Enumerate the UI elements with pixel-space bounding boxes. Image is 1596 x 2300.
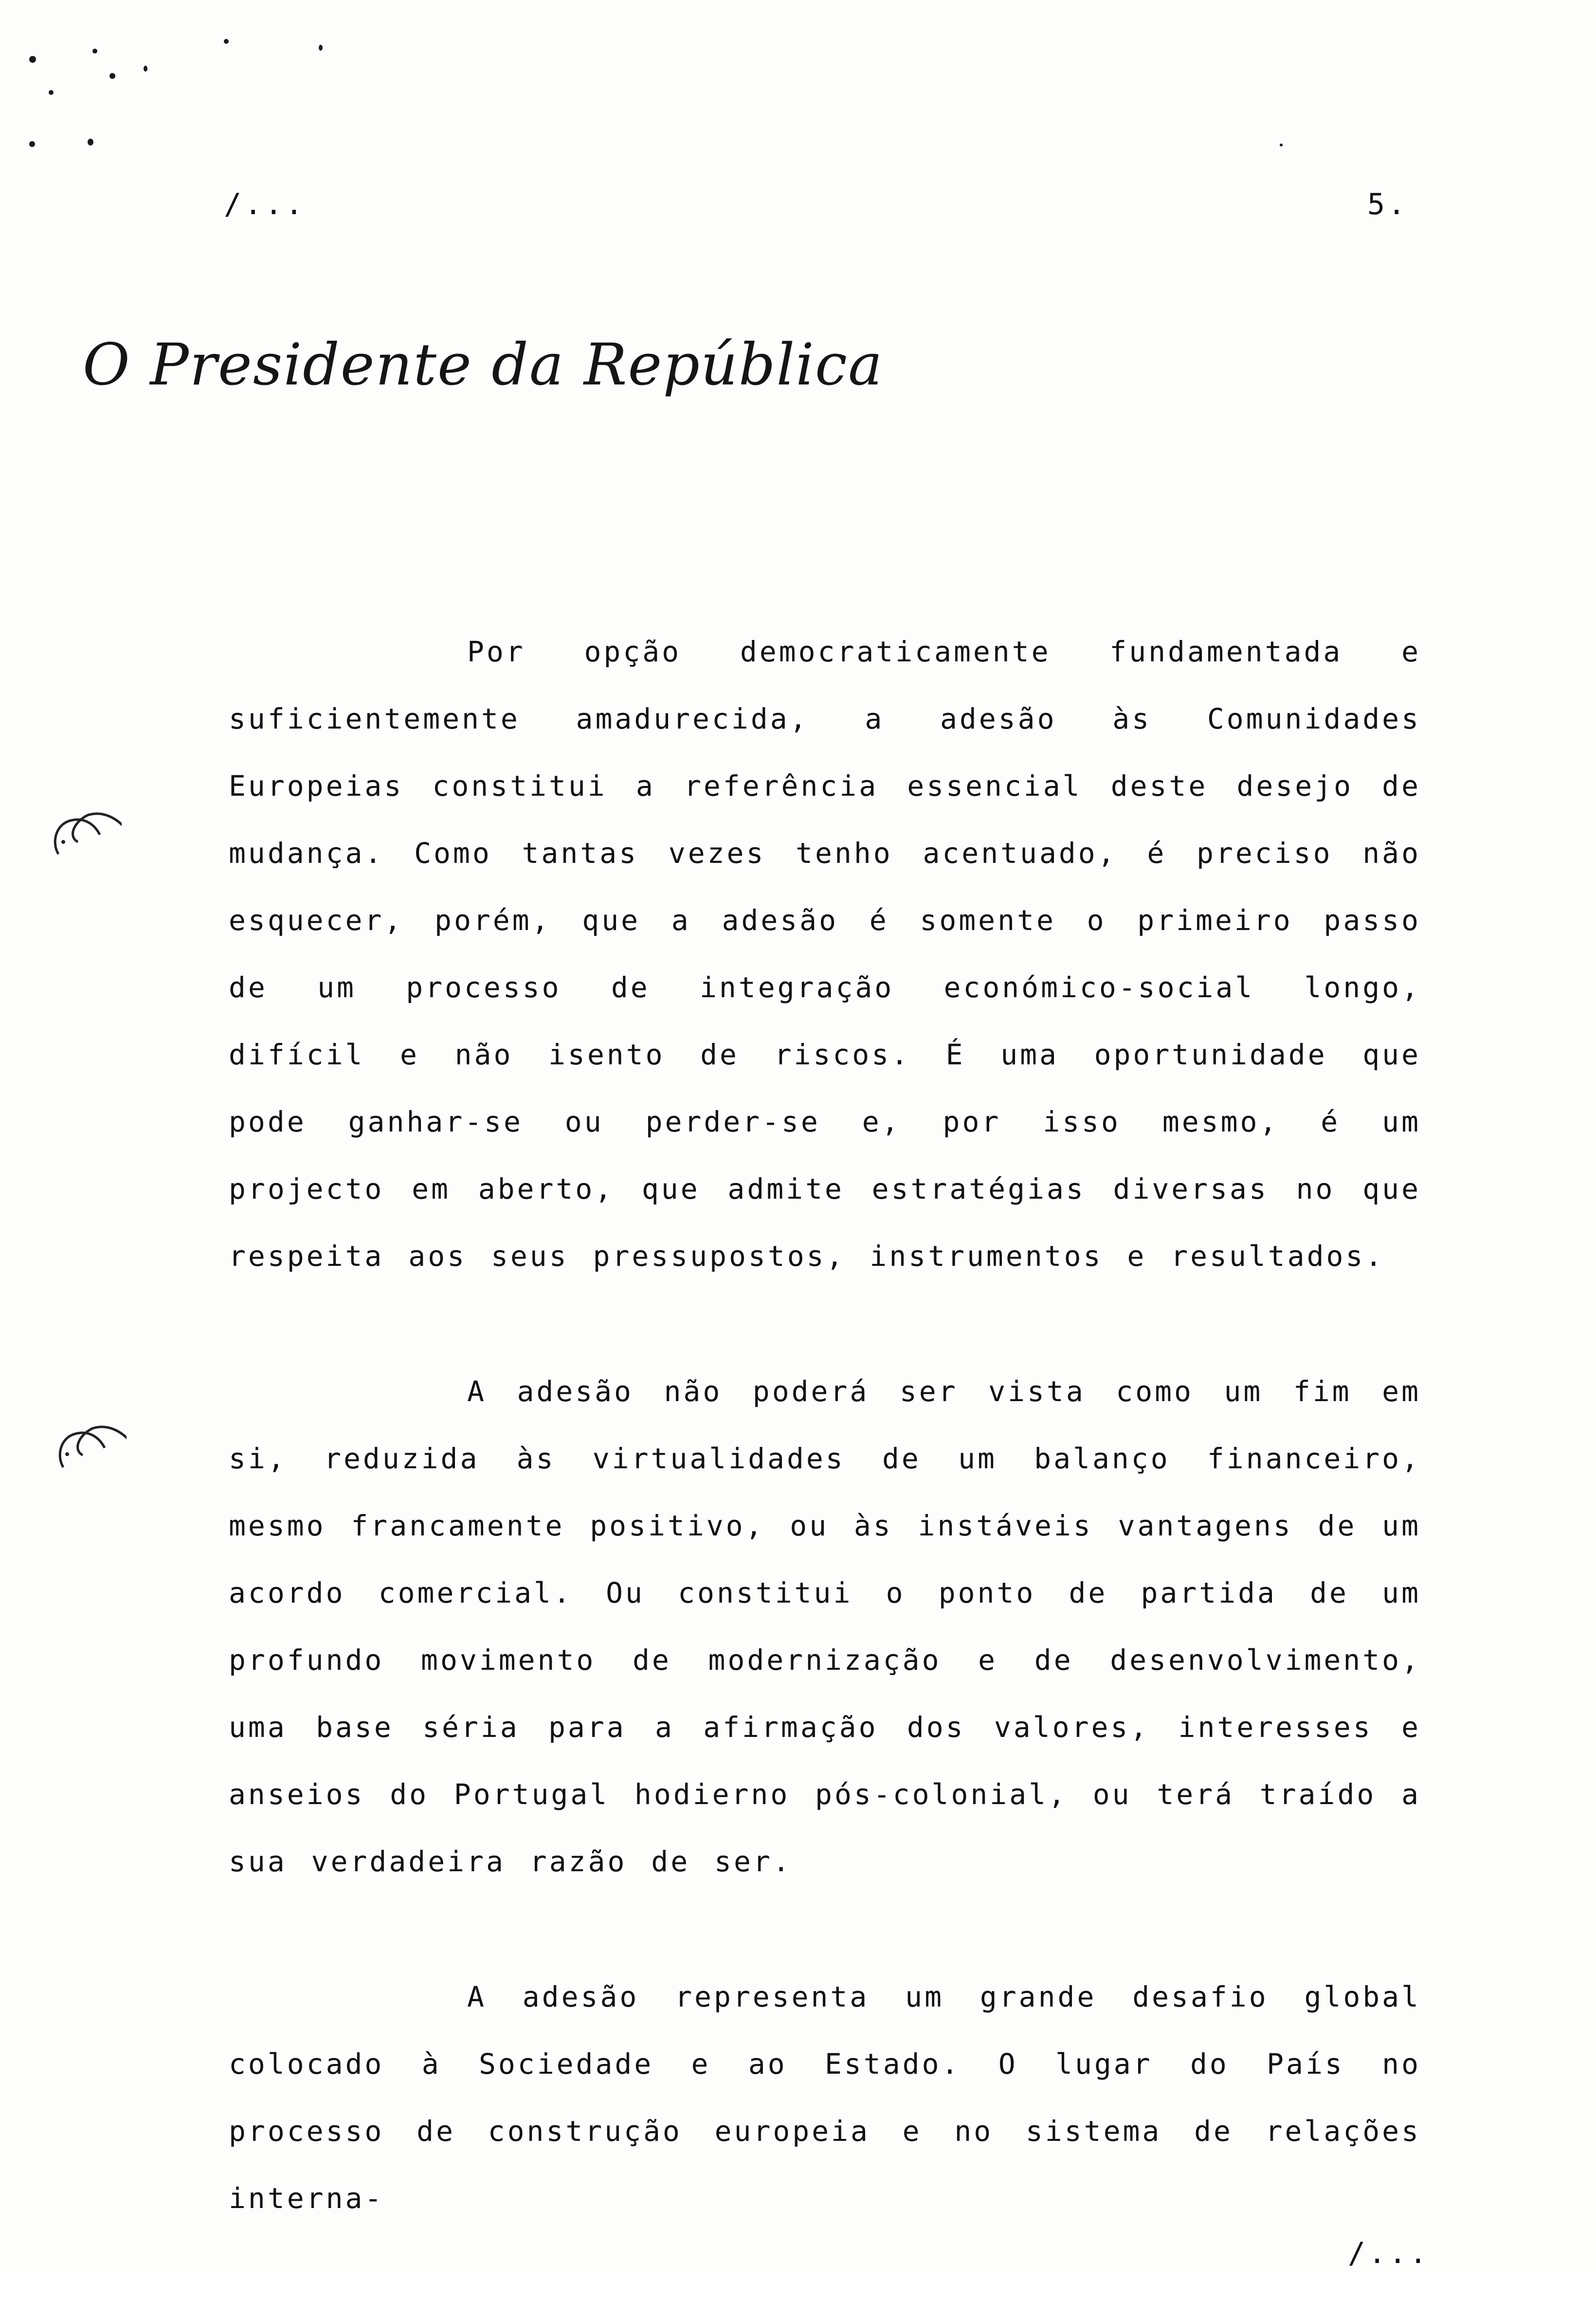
hole-punch-mark-icon bbox=[54, 1421, 127, 1475]
scan-speck bbox=[88, 139, 93, 146]
scan-speck bbox=[224, 39, 229, 44]
scan-speck bbox=[49, 90, 54, 95]
hole-punch-mark-icon bbox=[49, 808, 122, 861]
scan-speck bbox=[29, 56, 36, 63]
paragraph: A adesão representa um grande desafio global colocado à Sociedade e ao Estado. O lugar do País no processo de construção europeia e no sistema de relações interna- bbox=[229, 1980, 1421, 2215]
scan-speck bbox=[319, 45, 323, 51]
page-number: 5. bbox=[1367, 187, 1409, 221]
scan-speck bbox=[29, 141, 35, 147]
scan-speck bbox=[1280, 144, 1283, 146]
continuation-mark-bottom: /... bbox=[1348, 2236, 1430, 2270]
scan-speck bbox=[109, 73, 115, 79]
body-text bbox=[229, 618, 1421, 2300]
letterhead: O Presidente da República bbox=[83, 331, 884, 398]
paragraph: A adesão não poderá ser vista como um fim em si, reduzida às virtualidades de um balanço financeiro, mesmo francamente positivo, ou às instáveis vantagens de um acordo comercial. Ou constitui o ponto de partida de um profundo movimento de modernização e de desenvolvimento, uma base séria para a afirmação dos valores, interesses e anseios do Portugal hodierno pós-colonial, ou terá traído a sua verdadeira razão de ser. bbox=[229, 1375, 1421, 1878]
continuation-mark-top: /... bbox=[224, 187, 306, 221]
scan-speck bbox=[144, 66, 147, 72]
paragraph: Por opção democraticamente fundamentada e suficientemente amadurecida, a adesão às Comunidades Europeias constitui a referência essencial deste desejo de mudança. Como tantas vezes tenho acentuado, é preciso não esquecer, porém, que a adesão é somente o primeiro passo de um processo de integração económico-social longo, difícil e não isento de riscos. É uma oportunidade que pode ganhar-se ou perder-se e, por isso mesmo, é um projecto em aberto, que admite estratégias diversas no que respeita aos seus pressupostos, instrumentos e resultados. bbox=[229, 635, 1421, 1273]
scan-speck bbox=[92, 49, 97, 54]
